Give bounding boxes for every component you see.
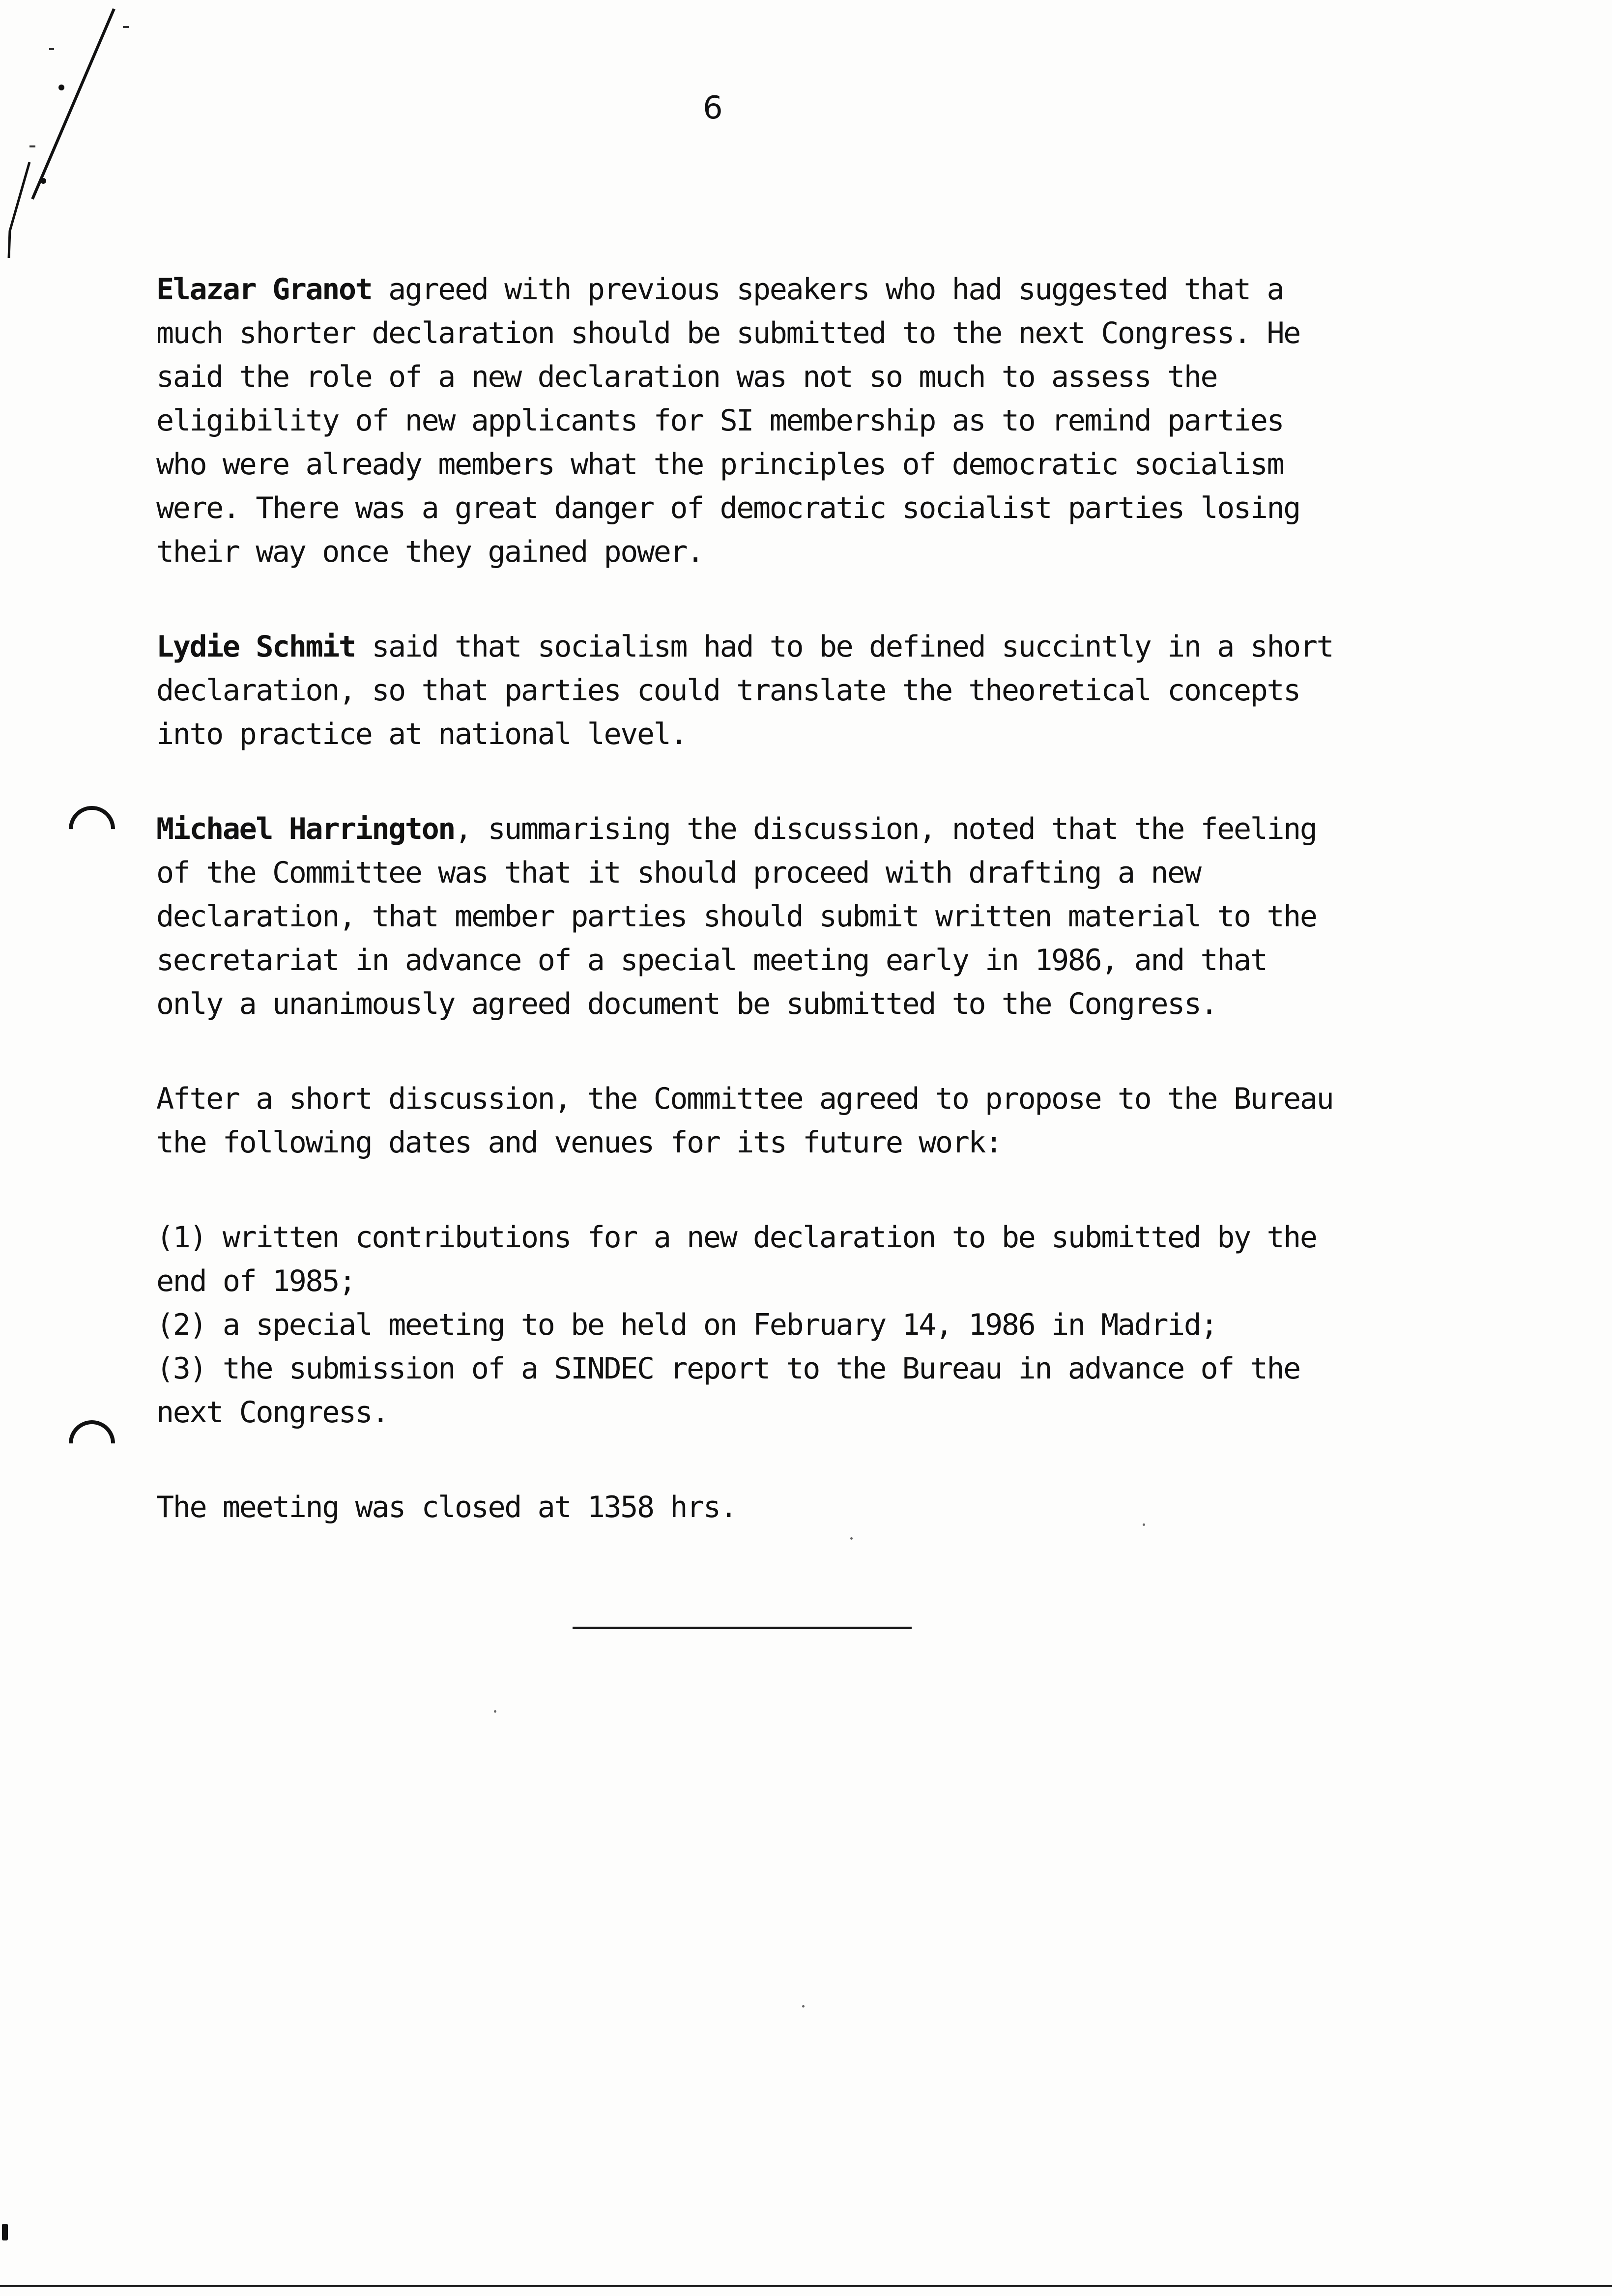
speaker-name: Michael Harrington (156, 812, 455, 846)
list-item: (2) a special meeting to be held on February 14, 1986 in Madrid; (156, 1308, 1217, 1342)
scan-speck (494, 1710, 496, 1713)
edge-mark (2, 2224, 8, 2240)
paragraph-harrington (156, 807, 1346, 1026)
pen-stroke-mark (0, 0, 157, 275)
paragraph-text: After a short discussion, the Committee agreed to propose to the Bureau the following dates and venues for its future work: (156, 1082, 1333, 1160)
list-item: (3) the submission of a SINDEC report to the Bureau in advance of the next Congress. (156, 1351, 1300, 1430)
paragraph-granot (156, 268, 1346, 574)
end-rule (573, 1627, 912, 1629)
scan-speck (850, 1537, 853, 1540)
paragraph-text: agreed with previous speakers who had suggested that a much shorter declaration should be submitted to the next Congress. He said the role of a new declaration was not so much to assess the eligibility of new applicants for SI membership as to remind parties who were already members what the principles of democratic socialism were. There was a great danger of democratic socialist parties losing their way once they gained power. (156, 272, 1300, 569)
paragraph-schmit (156, 625, 1346, 756)
closing-line: The meeting was closed at 1358 hrs. (156, 1490, 737, 1524)
paragraph-text: said that socialism had to be defined succintly in a short declaration, so that parties could translate the theoretical concepts into practice at national level. (156, 630, 1333, 751)
punch-hole-mark-lower (59, 1411, 125, 1476)
paragraph-discussion (156, 1077, 1346, 1165)
scan-speck (1143, 1523, 1145, 1526)
page-number: 6 (703, 90, 723, 126)
paragraph-text: , summarising the discussion, noted that the feeling of the Committee was that it should proceed with drafting a new declaration, that member parties should submit written material to the secretariat in advance of a special meeting early in 1986, and that only a unanimously agreed document be submitted to the Congress. (156, 812, 1317, 1021)
page-bottom-edge (0, 2285, 1612, 2287)
list-item: (1) written contributions for a new declaration to be submitted by the end of 1985; (156, 1220, 1317, 1298)
future-work-list (156, 1216, 1346, 1435)
scan-speck (802, 2005, 805, 2008)
punch-hole-mark-upper (59, 797, 125, 862)
speaker-name: Elazar Granot (156, 272, 372, 307)
speaker-name: Lydie Schmit (156, 630, 355, 664)
document-body (156, 268, 1346, 1580)
